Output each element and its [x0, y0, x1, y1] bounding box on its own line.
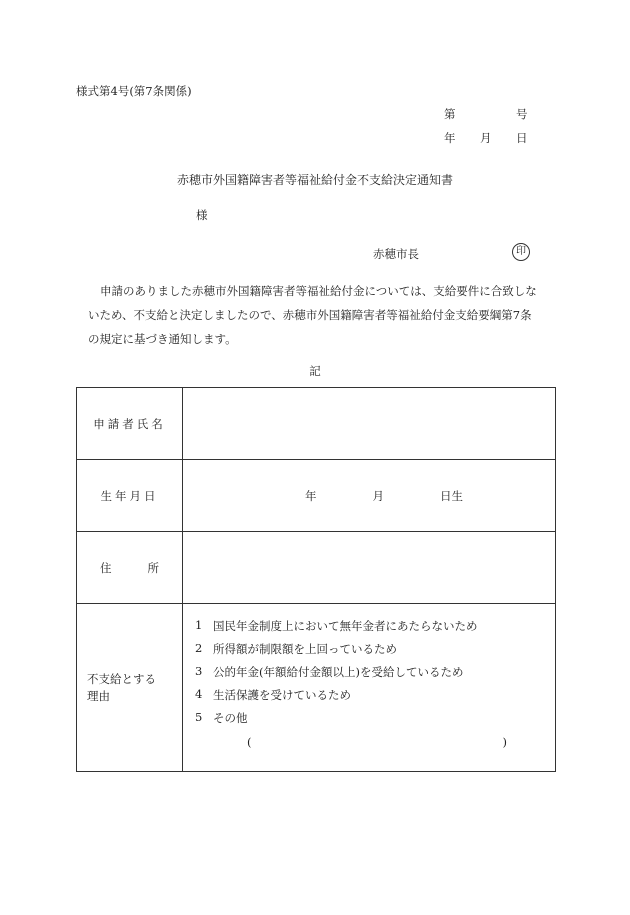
dob-year-label: 年 — [305, 488, 317, 503]
number-label-go: 号 — [516, 107, 528, 121]
table-row-address — [77, 532, 556, 604]
reason-option-2[interactable] — [195, 641, 555, 664]
body-line-1: 申請のありました赤穂市外国籍障害者等福祉給付金については、支給要件に合致しな — [100, 284, 537, 298]
body-text — [88, 279, 558, 351]
reason-text: 国民年金制度上において無年金者にあたらないため — [213, 619, 478, 633]
reason-label-line-1: 不支給とする — [87, 671, 156, 686]
form-number: 様式第4号(第7条関係) — [76, 84, 192, 98]
body-line-2: いため、不支給と決定しましたので、赤穂市外国籍障害者等福祉給付金支給要綱第7条 — [88, 308, 532, 322]
date-year-label: 年 — [444, 131, 456, 145]
body-line-3: の規定に基づき通知します。 — [88, 332, 237, 346]
issuer-name: 赤穂市長 — [373, 247, 419, 261]
table-row-reason — [77, 604, 556, 772]
applicant-name-field[interactable] — [183, 388, 556, 460]
date-month-label: 月 — [480, 131, 492, 145]
reason-option-4[interactable] — [195, 687, 555, 710]
reason-text: 生活保護を受けているため — [213, 688, 351, 702]
address-label-1: 住 — [100, 560, 112, 575]
details-table — [76, 387, 556, 772]
dob-field[interactable] — [183, 460, 556, 532]
reason-field — [183, 604, 556, 772]
reason-number: 5 — [195, 710, 203, 724]
reason-option-3[interactable] — [195, 664, 555, 687]
address-label — [77, 532, 183, 604]
number-label-dai: 第 — [444, 107, 456, 121]
table-row-dob — [77, 460, 556, 532]
reason-number: 3 — [195, 664, 203, 678]
dob-day-label: 日生 — [440, 488, 463, 503]
seal-mark: 印 — [512, 243, 530, 261]
reason-label-line-2: 理由 — [87, 688, 110, 703]
address-field[interactable] — [183, 532, 556, 604]
document-title: 赤穂市外国籍障害者等福祉給付金不支給決定通知書 — [176, 173, 453, 187]
reason-text: 公的年金(年額給付金額以上)を受給しているため — [213, 665, 464, 679]
table-row-applicant — [77, 388, 556, 460]
other-reason-field[interactable] — [247, 735, 507, 749]
date-day-label: 日 — [516, 131, 528, 145]
dob-month-label: 月 — [372, 488, 384, 503]
reason-text: その他 — [213, 711, 248, 725]
reason-number: 1 — [195, 618, 203, 632]
reason-option-5[interactable] — [195, 710, 555, 733]
addressee-suffix: 様 — [196, 208, 208, 222]
reason-text: 所得額が制限額を上回っているため — [213, 642, 397, 656]
reason-label — [77, 604, 183, 772]
ki-heading: 記 — [309, 364, 321, 378]
paren-open: ( — [247, 735, 252, 749]
paren-close: ) — [502, 735, 507, 749]
reason-number: 4 — [195, 687, 203, 701]
applicant-name-label: 申請者氏名 — [77, 388, 183, 460]
reason-number: 2 — [195, 641, 203, 655]
address-label-2: 所 — [147, 560, 159, 575]
dob-label: 生年月日 — [77, 460, 183, 532]
reason-option-1[interactable] — [195, 618, 555, 641]
